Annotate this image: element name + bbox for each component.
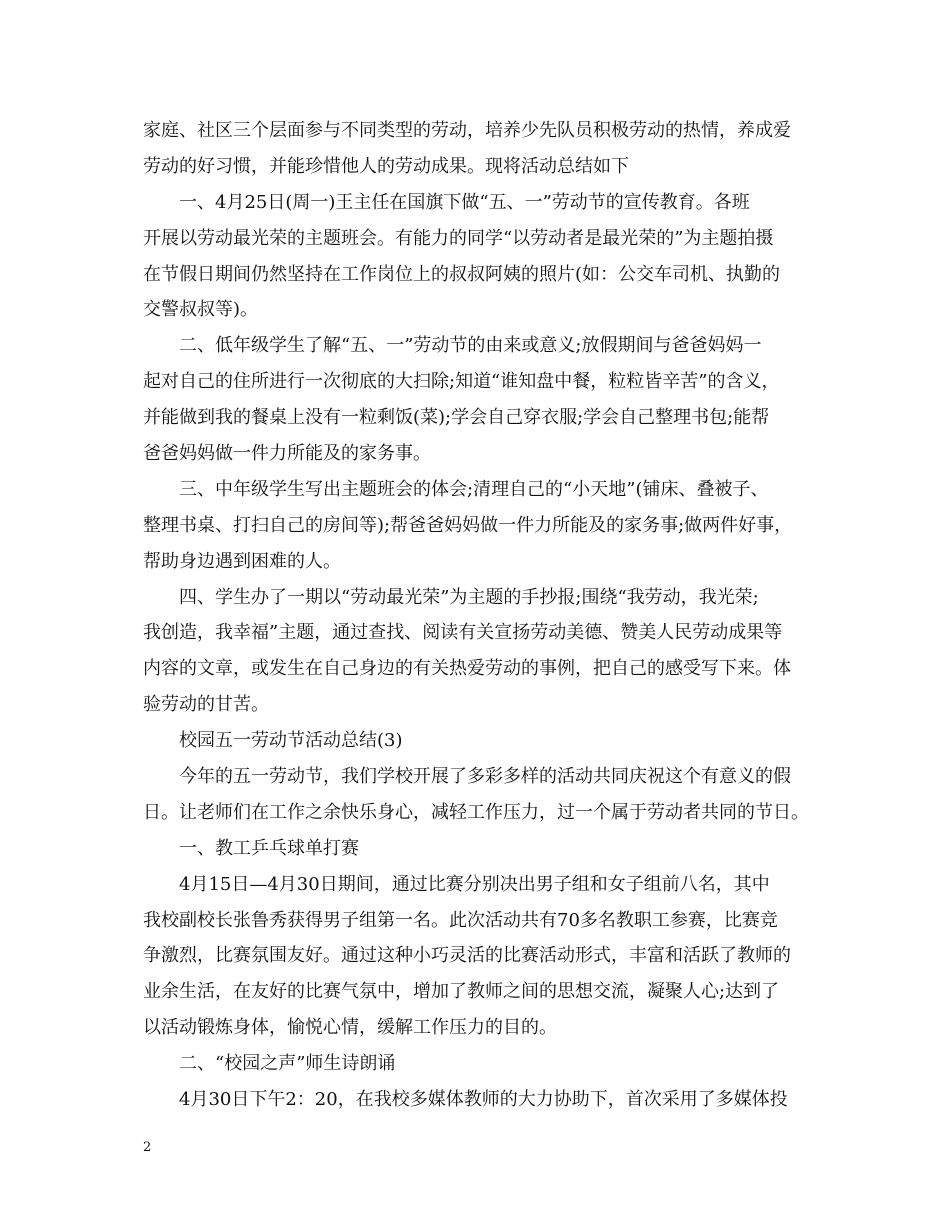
text-line: 整理书桌、打扫自己的房间等);帮爸爸妈妈做一件力所能及的家务事;做两件好事， — [143, 514, 793, 536]
text-line: 一、4月25日(周一)王主任在国旗下做“五、一”劳动节的宣传教育。各班 — [179, 191, 750, 213]
text-line: 并能做到我的餐桌上没有一粒剩饭(菜);学会自己穿衣服;学会自己整理书包;能帮 — [143, 407, 770, 429]
text-line: 起对自己的住所进行一次彻底的大扫除;知道“谁知盘中餐，粒粒皆辛苦”的含义， — [143, 371, 780, 393]
text-line: 4月15日—4月30日期间，通过比赛分别决出男子组和女子组前八名，其中 — [179, 873, 770, 895]
text-line: 4月30日下午2：20，在我校多媒体教师的大力协助下，首次采用了多媒体投 — [179, 1089, 788, 1111]
text-line: 校园五一劳动节活动总结(3) — [179, 730, 403, 752]
text-line: 我校副校长张鲁秀获得男子组第一名。此次活动共有70多名教职工参赛，比赛竞 — [143, 909, 778, 931]
page-number: 2 — [143, 1140, 152, 1155]
text-line: 劳动的好习惯，并能珍惜他人的劳动成果。现将活动总结如下 — [143, 155, 629, 177]
text-line: 今年的五一劳动节，我们学校开展了多彩多样的活动共同庆祝这个有意义的假 — [179, 766, 791, 788]
text-line: 争激烈，比赛氛围友好。通过这种小巧灵活的比赛活动形式，丰富和活跃了教师的 — [143, 945, 791, 967]
text-line: 二、“校园之声”师生诗朗诵 — [179, 1053, 396, 1075]
text-line: 我创造，我幸福”主题，通过查找、阅读有关宣扬劳动美德、赞美人民劳动成果等 — [143, 622, 783, 644]
text-line: 业余生活，在友好的比赛气氛中，增加了教师之间的思想交流，凝聚人心;达到了 — [143, 981, 780, 1003]
text-line: 爸爸妈妈做一件力所能及的家务事。 — [143, 443, 431, 465]
text-line: 四、学生办了一期以“劳动最光荣”为主题的手抄报;围绕“我劳动，我光荣; — [179, 586, 759, 608]
text-line: 交警叔叔等)。 — [143, 299, 259, 321]
text-line: 二、低年级学生了解“五、一”劳动节的由来或意义;放假期间与爸爸妈妈一 — [179, 335, 762, 357]
text-line: 三、中年级学生写出主题班会的体会;清理自己的“小天地”(铺床、叠被子、 — [179, 478, 769, 500]
document-body — [143, 113, 823, 1118]
text-line: 以活动锻炼身体，愉悦心情，缓解工作压力的目的。 — [143, 1017, 557, 1039]
text-line: 帮助身边遇到困难的人。 — [143, 550, 341, 572]
text-line: 内容的文章，或发生在自己身边的有关热爱劳动的事例，把自己的感受写下来。体 — [143, 658, 791, 680]
text-line: 验劳动的甘苦。 — [143, 694, 269, 716]
text-line: 开展以劳动最光荣的主题班会。有能力的同学“以劳动者是最光荣的”为主题拍摄 — [143, 227, 774, 249]
text-line: 在节假日期间仍然坚持在工作岗位上的叔叔阿姨的照片(如：公交车司机、执勤的 — [143, 263, 781, 285]
text-line: 日。让老师们在工作之余快乐身心，减轻工作压力，过一个属于劳动者共同的节日。 — [143, 801, 809, 823]
text-line: 一、教工乒乓球单打赛 — [179, 837, 359, 859]
text-line: 家庭、社区三个层面参与不同类型的劳动，培养少先队员积极劳动的热情，养成爱 — [143, 120, 791, 141]
